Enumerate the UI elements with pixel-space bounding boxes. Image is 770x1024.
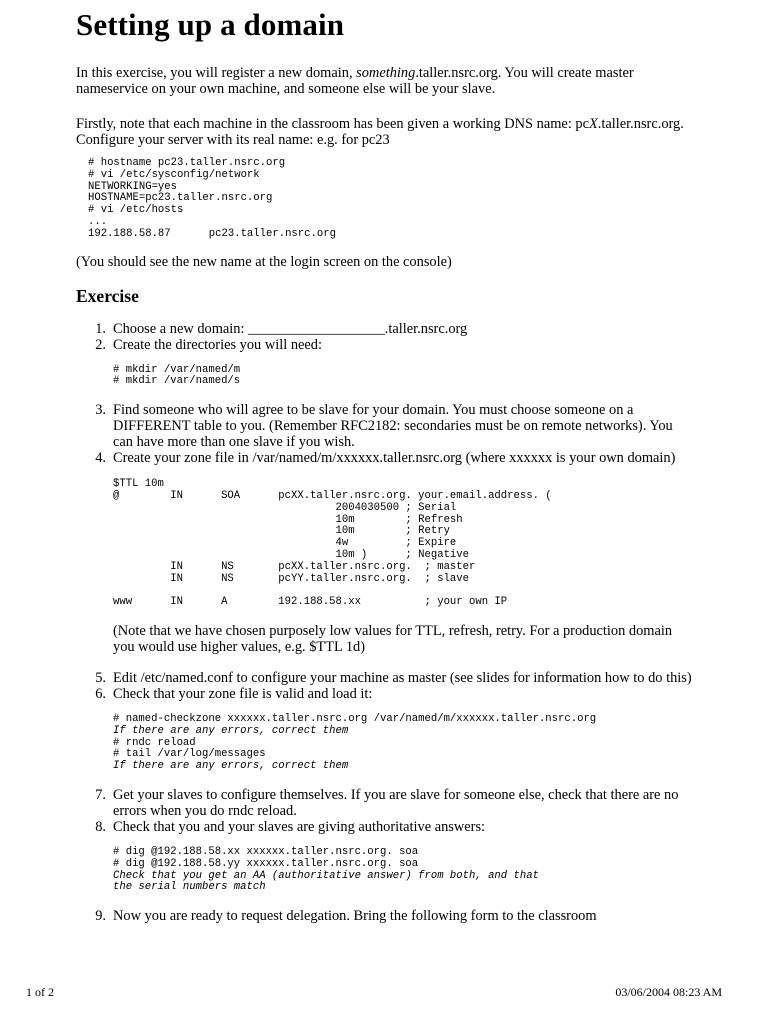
exercise-steps [76, 670, 696, 702]
step-number: 8. [95, 818, 106, 835]
firstly-text-1: Firstly, note that each machine in the classroom has been given a working DNS name: pc [76, 116, 589, 132]
step-text: Get your slaves to configure themselves. If you are slave for someone else, check that there are no errors when you do rndc reload. [113, 786, 679, 819]
step-number: 9. [95, 908, 106, 925]
ttl-note: (Note that we have chosen purposely low values for TTL, refresh, retry. For a production domain you would use higher values, e.g. $TTL 1d) [113, 622, 673, 655]
zone-file-code-block: $TTL 10m @ IN SOA pcXX.taller.nsrc.org. your.email.address. ( 2004030500 ; Serial 10m ; Refresh 10m ; Retry 4w ; Expire 10m ) ; Negative IN NS pcXX.taller.nsrc.org. ; master IN NS pcYY.taller.nsrc.org. ; slave www IN A 192.188.58.xx ; your own IP [113, 478, 552, 609]
step-text: Now you are ready to request delegation. Bring the following form to the classroom [113, 908, 597, 925]
step-item [76, 819, 696, 835]
step-item [76, 337, 696, 353]
step-item [76, 908, 696, 924]
intro-text-2: .taller.nsrc.org. You will create master nameservice on your own machine, and someone else will be your slave. [76, 65, 634, 97]
step-number: 5. [95, 669, 106, 686]
code-comment: If there are any errors, correct them [113, 760, 349, 773]
intro-emphasis: something [356, 65, 416, 81]
step-number: 4. [95, 450, 106, 467]
exercise-heading: Exercise [76, 285, 139, 306]
step-number: 1. [95, 320, 106, 337]
step-item [76, 670, 696, 686]
step-text: Check that your zone file is valid and load it: [113, 685, 373, 702]
intro-paragraph [76, 65, 696, 97]
firstly-text-2: .taller.nsrc.org. Configure your server with its real name: e.g. for pc23 [76, 116, 684, 148]
step-number: 2. [95, 336, 106, 353]
step-text: Edit /etc/named.conf to configure your machine as master (see slides for information how to do this) [113, 669, 692, 686]
firstly-emphasis: X [589, 116, 598, 132]
code-line: # dig @192.188.58.yy xxxxxx.taller.nsrc.org. soa [113, 857, 419, 870]
step-number: 3. [95, 402, 106, 419]
code-comment: Check that you get an AA (authoritative answer) from both, and that [113, 869, 539, 882]
page-title: Setting up a domain [76, 7, 345, 42]
step-text: Create your zone file in /var/named/m/xxxxxx.taller.nsrc.org (where xxxxxx is your own domain) [113, 450, 676, 467]
login-note: (You should see the new name at the login screen on the console) [76, 253, 452, 270]
code-comment: If there are any errors, correct them [113, 724, 349, 737]
exercise-steps [76, 402, 696, 466]
step-item [76, 787, 696, 819]
exercise-steps [76, 787, 696, 835]
step-item [76, 402, 696, 450]
code-line: # dig @192.188.58.xx xxxxxx.taller.nsrc.org. soa [113, 845, 419, 858]
firstly-paragraph [76, 116, 696, 148]
exercise-steps [76, 321, 696, 353]
hostname-code-block: # hostname pc23.taller.nsrc.org # vi /etc/sysconfig/network NETWORKING=yes HOSTNAME=pc23.taller.nsrc.org # vi /etc/hosts ... 192.188.58.87 pc23.taller.nsrc.org [88, 157, 336, 240]
document-page [76, 0, 696, 924]
intro-text-1: In this exercise, you will register a new domain, [76, 65, 357, 81]
check-zone-code-block [113, 714, 696, 773]
step-item [76, 321, 696, 337]
dig-code-block [113, 847, 696, 894]
exercise-steps [76, 908, 696, 924]
code-comment: the serial numbers match [113, 881, 266, 894]
code-line: # tail /var/log/messages [113, 748, 266, 761]
step-text: Create the directories you will need: [113, 336, 322, 353]
code-line: # rndc reload [113, 736, 196, 749]
step-item [76, 450, 696, 466]
step-number: 6. [95, 685, 106, 702]
step-number: 7. [95, 786, 106, 803]
step-text: Check that you and your slaves are giving authoritative answers: [113, 818, 486, 835]
code-line: # named-checkzone xxxxxx.taller.nsrc.org /var/named/m/xxxxxx.taller.nsrc.org [113, 712, 597, 725]
step-item [76, 686, 696, 702]
page-number: 1 of 2 [26, 985, 54, 999]
mkdir-code-block: # mkdir /var/named/m # mkdir /var/named/s [113, 363, 241, 388]
print-timestamp: 03/06/2004 08:23 AM [615, 985, 722, 999]
step-text: Find someone who will agree to be slave for your domain. You must choose someone on a DIFFERENT table to you. (Remember RFC2182: secondaries must be on remote networks). You can have more than one slave if you wish. [113, 402, 673, 451]
step-text: Choose a new domain: ___________________.taller.nsrc.org [113, 320, 468, 337]
